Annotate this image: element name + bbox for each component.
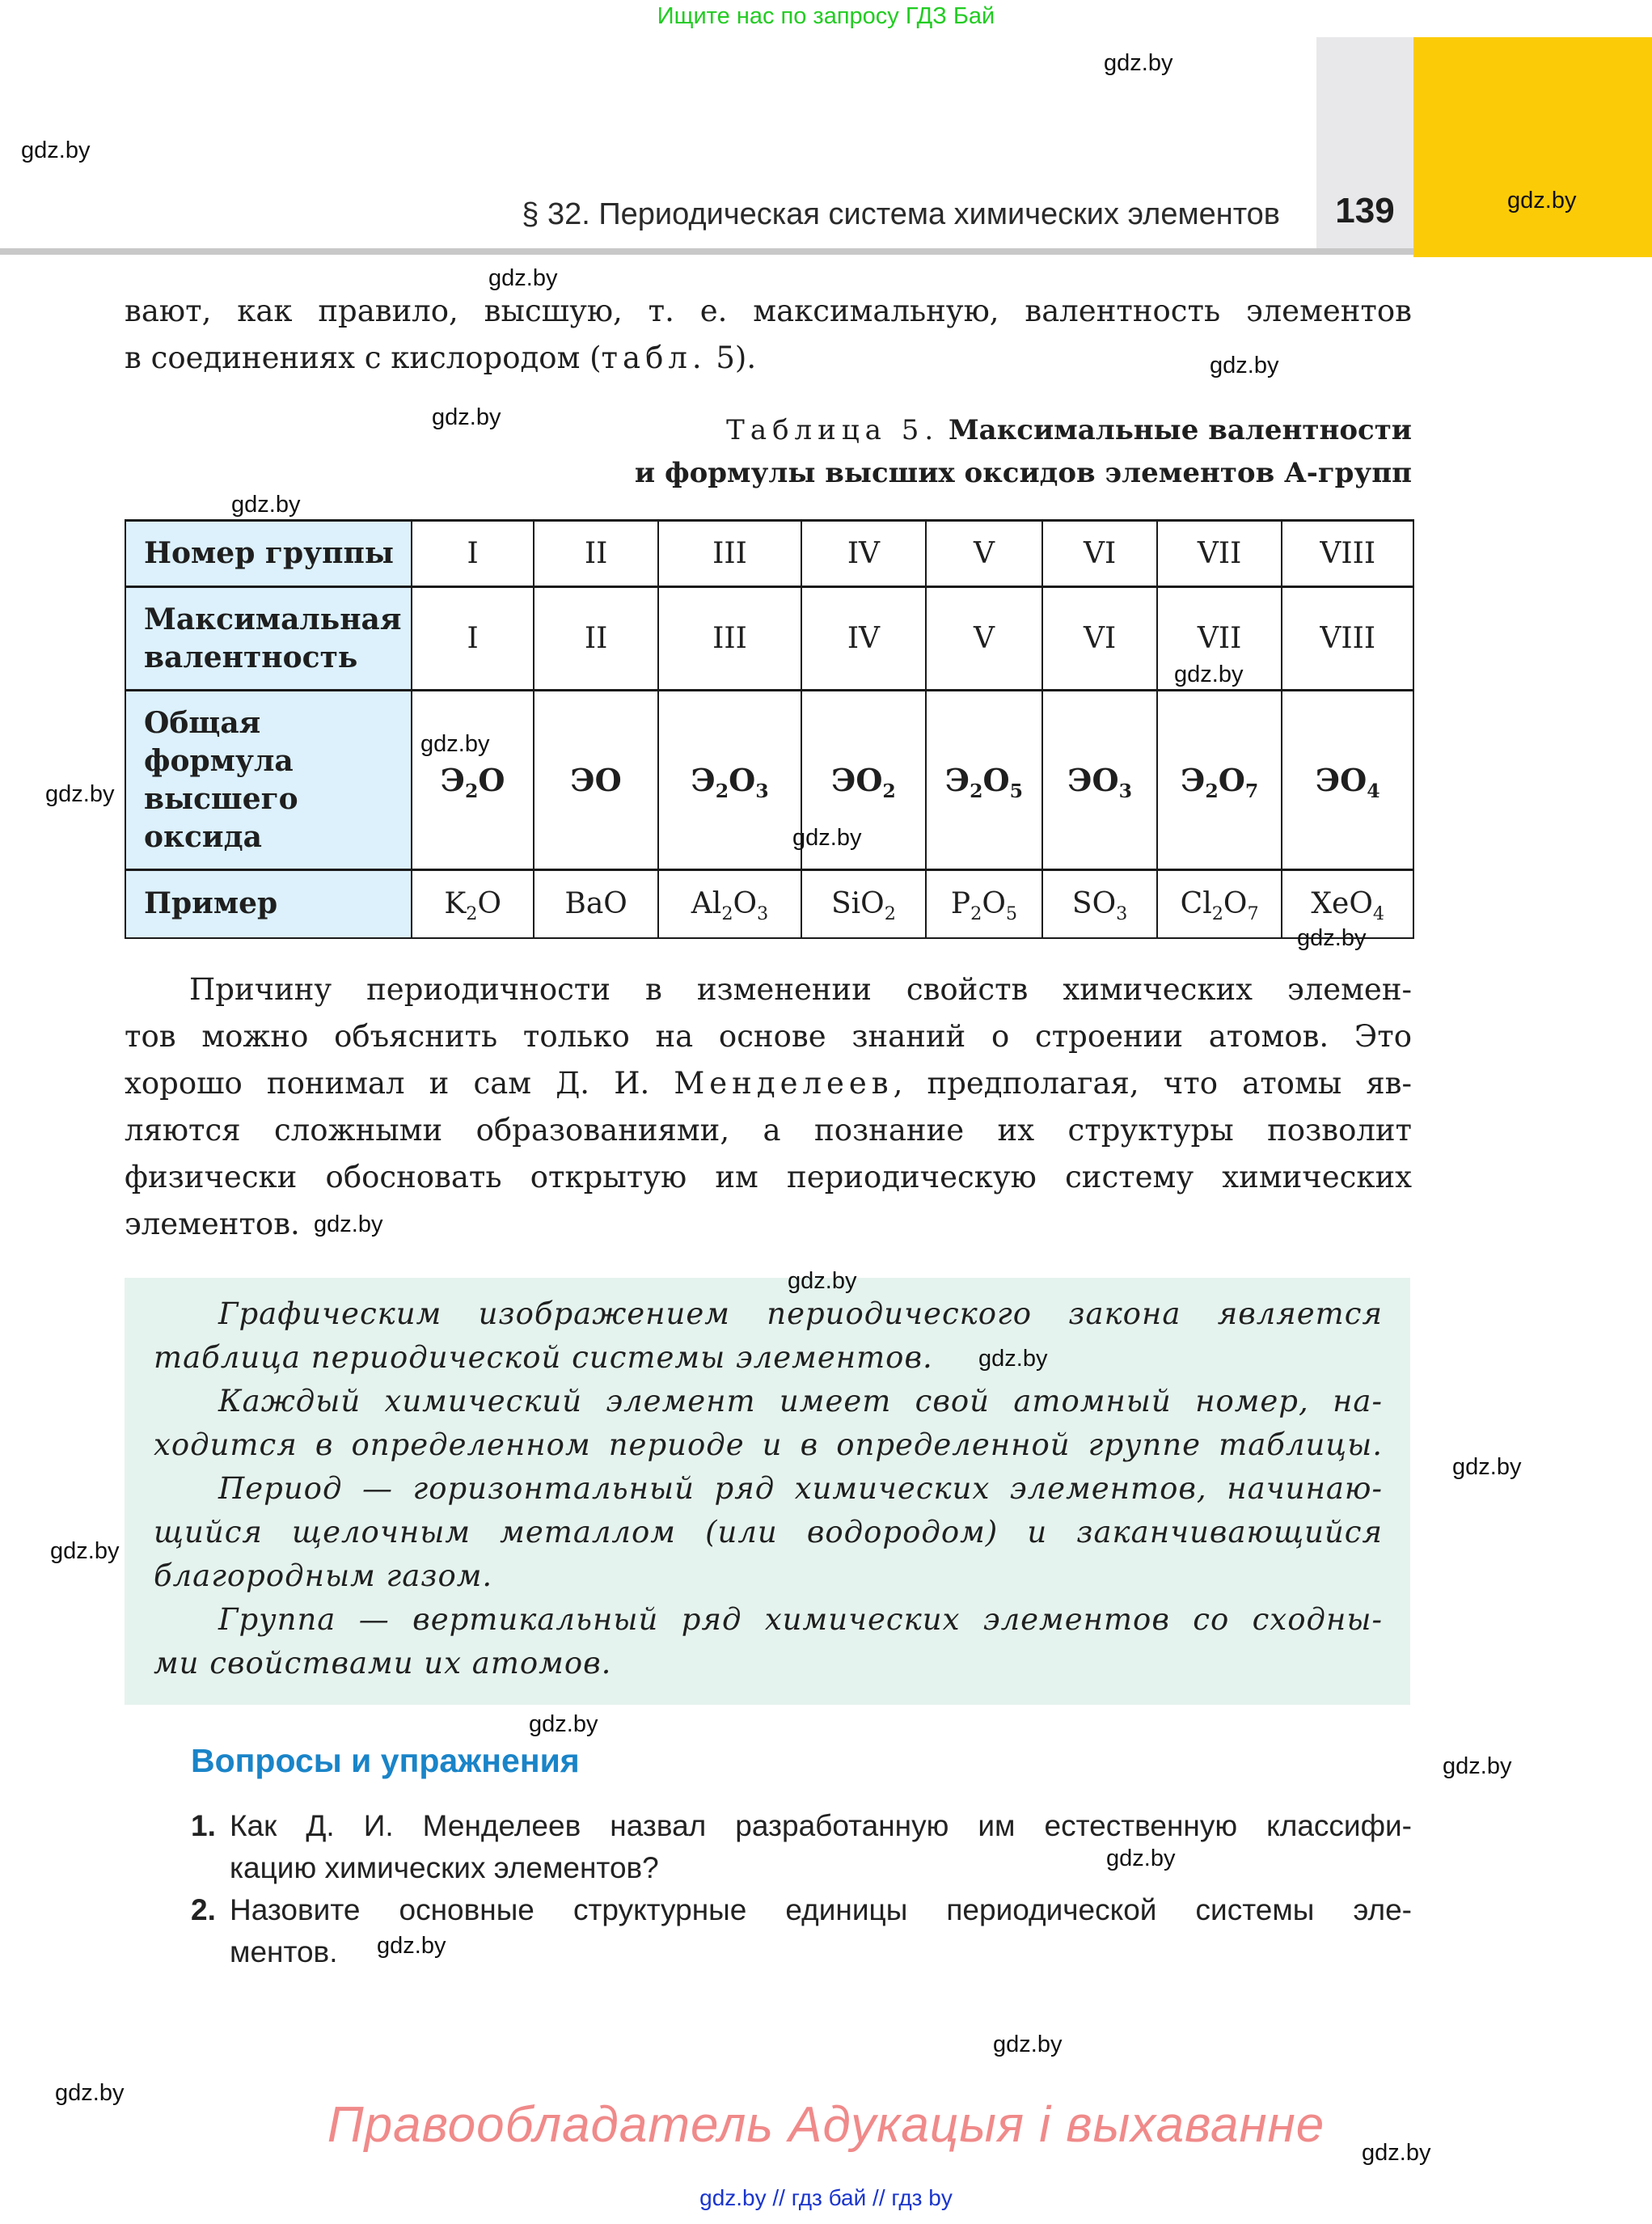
intro-line-2: в соединениях с кислородом (табл. 5). [125, 340, 757, 375]
table-caption: Таблица 5. Максимальные валентности и формулы высших оксидов элементов А-групп [634, 414, 1412, 489]
watermark: gdz.by [1362, 2140, 1431, 2166]
watermark: gdz.by [420, 731, 490, 757]
table-cell: VII [1157, 587, 1282, 691]
example-cell: $P_2O_5$ [926, 870, 1043, 938]
watermark: gdz.by [529, 1711, 598, 1737]
question-2: 2. Назовите основные структурные единицы периодической системы эле- ментов. [191, 1893, 1412, 1968]
table-row [125, 521, 1413, 587]
watermark: gdz.by [314, 1211, 383, 1237]
formula-cell: $ЭO_2$ [801, 691, 925, 870]
example-cell: $K_2O$ [412, 870, 534, 938]
intro-line-1: вают, как правило, высшую, т. е. максимальную, валентность элементов [125, 294, 1412, 328]
watermark: gdz.by [488, 265, 558, 291]
table-cell: I [412, 587, 534, 691]
table-cell: VIII [1282, 521, 1413, 587]
watermark: gdz.by [1174, 662, 1244, 687]
watermark: gdz.by [1452, 1454, 1522, 1480]
watermark: gdz.by [792, 825, 862, 851]
example-cell: $SO_3$ [1042, 870, 1157, 938]
formula-cell: $ЭO_4$ [1282, 691, 1413, 870]
watermark: gdz.by [1106, 1846, 1176, 1871]
example-cell: $Al_2O_3$ [658, 870, 801, 938]
table-cell: VII [1157, 521, 1282, 587]
mendeleev-name: Менделеев [674, 1066, 894, 1101]
watermark: gdz.by [231, 492, 301, 518]
table-cell: IV [801, 521, 925, 587]
formula-cell: $Э_2O_3$ [658, 691, 801, 870]
formula-cell: $Э_2O_5$ [926, 691, 1043, 870]
valence-table [125, 519, 1414, 939]
table-cell: II [534, 587, 657, 691]
example-cell: XeO$_4$ [1282, 870, 1413, 938]
search-banner[interactable]: Ищите нас по запросу ГДЗ Бай [657, 3, 995, 29]
watermark: gdz.by [788, 1268, 857, 1294]
watermark: gdz.by [1297, 925, 1367, 951]
chapter-tab [1413, 37, 1652, 257]
example-cell: $Cl_2O_7$ [1157, 870, 1282, 938]
table-cell: V [926, 521, 1043, 587]
example-cell: BaO [534, 870, 657, 938]
question-1: 1. Как Д. И. Менделеев назвал разработанную им естественную классифи- кацию химических элементов? [191, 1809, 1412, 1884]
table-cell: VI [1042, 587, 1157, 691]
watermark: gdz.by [1104, 50, 1173, 76]
row-header: Общая формула высшего оксида [125, 691, 412, 870]
watermark: gdz.by [377, 1933, 446, 1959]
copyright-notice: Правообладатель Адукацыя і выхаванне [327, 2097, 1325, 2153]
table-cell: III [658, 587, 801, 691]
formula-cell: ЭO [534, 691, 657, 870]
definition-text: Графическим изображением периодического закона является таблица периодической системы элементов. Каждый химический элемент имеет свой атомный номер, на- ходится в определенном периоде и в определенной группе таблицы. Период — горизонтальный ряд химических элементов, начинаю- щийся щелочным металлом (или водородом) и заканчивающийся благородным газом. Группа — вертикальный ряд химических элементов со сходны- ми свойствами их атомов. [154, 1296, 1383, 1681]
formula-cell: $Э_2O_7$ [1157, 691, 1282, 870]
questions-title: Вопросы и упражнения [191, 1742, 580, 1779]
table-cell: IV [801, 587, 925, 691]
page-number: 139 [1335, 191, 1395, 230]
table-row [125, 870, 1413, 938]
formula-cell: $ЭO_3$ [1042, 691, 1157, 870]
formula-cell: $Э_2O$ [412, 691, 534, 870]
table-cell: V [926, 587, 1043, 691]
watermark: gdz.by [1507, 188, 1577, 214]
watermark: gdz.by [432, 404, 501, 430]
footer-links[interactable]: gdz.by // гдз бай // гдз by [699, 2185, 953, 2210]
table-cell: I [412, 521, 534, 587]
table-cell: VI [1042, 521, 1157, 587]
watermark: gdz.by [55, 2080, 125, 2106]
watermark: gdz.by [1443, 1753, 1512, 1779]
running-head: § 32. Периодическая система химических элементов [522, 197, 1280, 231]
row-header: Пример [125, 870, 412, 938]
watermark: gdz.by [978, 1346, 1048, 1372]
table-reference: табл. [601, 340, 707, 375]
row-header: Номер группы [125, 521, 412, 587]
watermark: gdz.by [993, 2032, 1063, 2057]
watermark: gdz.by [1210, 353, 1279, 378]
watermark: gdz.by [50, 1538, 120, 1564]
table-cell: II [534, 521, 657, 587]
table-label: Таблица 5. [726, 414, 940, 446]
watermark: gdz.by [45, 781, 115, 807]
main-paragraph: Причину периодичности в изменении свойств химических элемен- тов можно объяснить только на основе знаний о строении атомов. Это хорошо понимал и сам Д. И. Менделеев, предполагая, что атомы яв- ляются сложными образованиями, а познание их структуры позволит физически обосновать открытую им периодическую систему химических элементов. [125, 972, 1412, 1241]
table-cell: III [658, 521, 801, 587]
table-cell: VIII [1282, 587, 1413, 691]
example-cell: SiO$_2$ [801, 870, 925, 938]
table-row [125, 691, 1413, 870]
watermark: gdz.by [21, 137, 91, 163]
row-header: Максимальная валентность [125, 587, 412, 691]
header-divider [0, 248, 1413, 255]
